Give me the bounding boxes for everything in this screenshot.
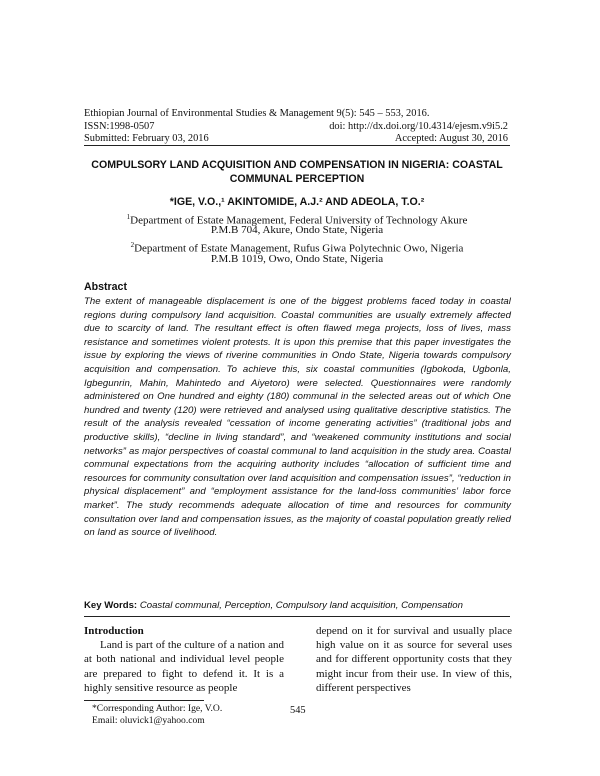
page-number: 545 [290, 705, 306, 716]
footnote [92, 703, 222, 727]
title-line-2: COMMUNAL PERCEPTION [229, 173, 365, 185]
author-email[interactable]: Email: oluvick1@yahoo.com [92, 715, 205, 726]
header-divider [84, 145, 510, 146]
keywords-divider [84, 616, 510, 617]
introduction-left-text: Land is part of the culture of a nation and at both national and individual level people are prepared to fight to defend it. It is a highly sensitive resource as people [84, 639, 284, 694]
affiliation-1-marker: 1 [126, 213, 131, 221]
submitted-date: Submitted: February 03, 2016 [84, 133, 209, 144]
affiliation-2-marker: 2 [130, 241, 135, 249]
dates-row [84, 133, 508, 144]
affiliation-2-dept: Department of Estate Management, Rufus Giwa Polytechnic Owo, Nigeria [134, 242, 464, 255]
affiliation-1-address: P.M.B 704, Akure, Ondo State, Nigeria [210, 224, 384, 236]
paper-title [84, 158, 510, 186]
issn: ISSN:1998-0507 [84, 121, 155, 132]
title-line-1: COMPULSORY LAND ACQUISITION AND COMPENSATION IN NIGERIA: COASTAL [91, 159, 503, 171]
authors: *IGE, V.O.,¹ AKINTOMIDE, A.J.² AND ADEOLA, T.O.² [169, 196, 425, 208]
keywords-label: Key Words: [84, 600, 138, 611]
introduction-right-text: depend on it for survival and usually place high value on it as source for several uses and for different opportunity costs that they might incur from their use. In view of this, different perspectives [316, 625, 512, 694]
issn-doi-row [84, 121, 508, 132]
introduction-right-column [316, 624, 512, 695]
abstract-body: The extent of manageable displacement is one of the biggest problems faced today in coastal regions during compulsory land acquisition. Coastal communities are usually extremely affected due to scarcity of land. The resultant effect is often flawed mega projects, loss of lives, mass resistance and sometimes violent protests. It is upon this premise that this paper investigates the issue by exploring the views of riverine communities in Ondo State, Nigeria towards compulsory acquisition and compensation. To achieve this, six coastal communities (Igbokoda, Ugbonla, Igbegunrin, Mahin, Mahintedo and Aiyetoro) were selected. Questionnaires were randomly administered on One hundred and eighty (180) communal in the selected areas out of which One hundred and twenty (120) were retrieved and analysed using qualitative descriptive statistics. The result of the analysis revealed “cessation of income generating activities” (traditional jobs and productive skills), “decline in living standard”, and “weakened community institutions and social networks” as major perspectives of coastal communal to land acquisition in the study area. Coastal communal expectations from the acquiring authority includes “allocation of sufficient time and resources for community consultation over land acquisition and compensation issues”, “reduction in physical displacement” and “employment assistance for the land-loss communities’ labor force market”. The study recommends adequate allocation of time and resources for community consultation over land and compensation issues, as the majority of coastal population greatly relied on land as source of livelihood. [84, 296, 511, 539]
corresponding-author: *Corresponding Author: Ige, V.O. [92, 703, 223, 714]
keywords [84, 600, 511, 611]
keywords-text: Coastal communal, Perception, Compulsory land acquisition, Compensation [139, 600, 463, 611]
affiliation-1-dept: Department of Estate Management, Federal University of Technology Akure [130, 214, 468, 227]
introduction-heading: Introduction [84, 625, 144, 637]
accepted-date: Accepted: August 30, 2016 [394, 133, 508, 144]
affiliation-2-address: P.M.B 1019, Owo, Ondo State, Nigeria [210, 253, 384, 265]
doi-link[interactable]: doi: http://dx.doi.org/10.4314/ejesm.v9i5.2 [329, 121, 508, 132]
footnote-divider [84, 700, 204, 701]
journal-citation: Ethiopian Journal of Environmental Studies & Management 9(5): 545 – 553, 2016. [84, 108, 430, 119]
introduction-left-column [84, 624, 284, 695]
abstract-heading: Abstract [84, 281, 127, 293]
